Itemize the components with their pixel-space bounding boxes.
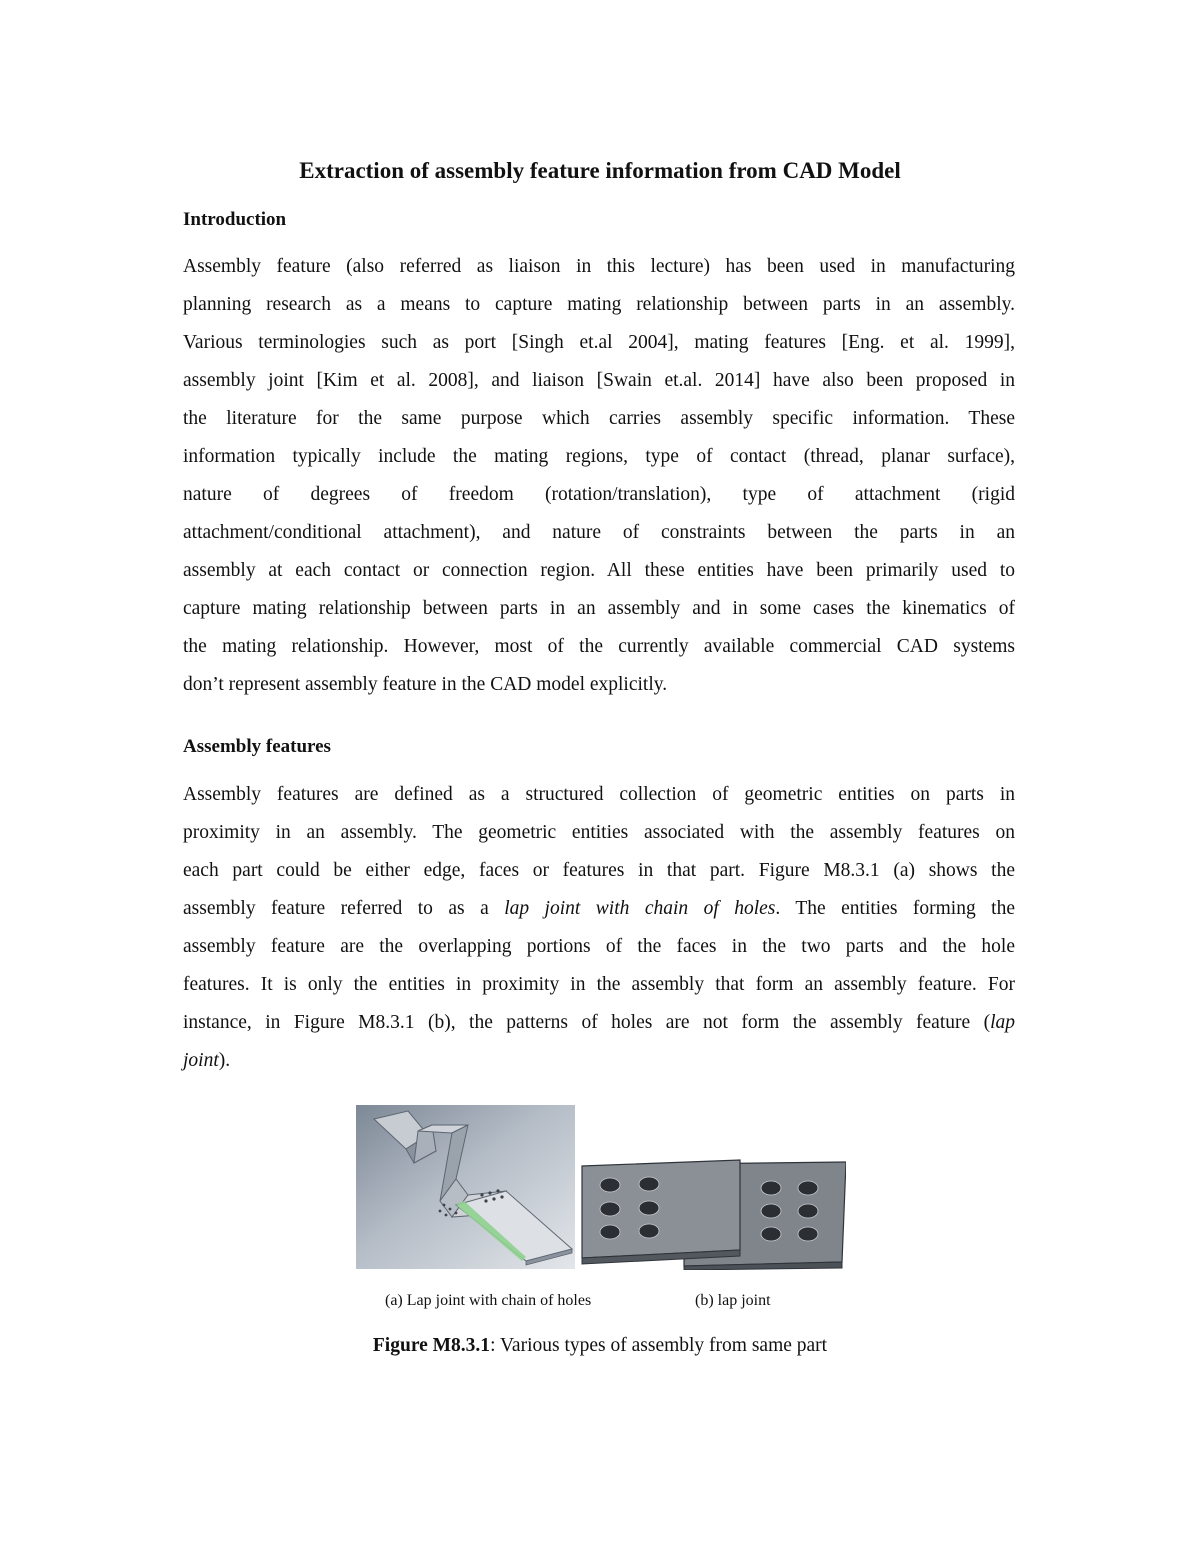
paragraph-line: Various terminologies such as port [Singh et.al 2004], mating features [Eng. et al. 1999], [183, 332, 1015, 353]
paragraph-line: don’t represent assembly feature in the CAD model explicitly. [183, 674, 668, 695]
paragraph-line: information typically include the mating regions, type of contact (thread, planar surface), [183, 446, 1015, 467]
paragraph-line: attachment/conditional attachment), and nature of constraints between the parts in an [183, 522, 1015, 543]
page-title: Extraction of assembly feature information from CAD Model [299, 158, 901, 183]
paragraph-line: capture mating relationship between parts in an assembly and in some cases the kinematics of [183, 598, 1015, 619]
paragraph-line: assembly joint [Kim et al. 2008], and liaison [Swain et.al. 2014] have also been proposed in [183, 370, 1015, 391]
paragraph-line: the literature for the same purpose which carries assembly specific information. These [183, 408, 1015, 429]
emphasized-term: lap [990, 1012, 1015, 1033]
subfigure-caption-b: (b) lap joint [695, 1292, 771, 1309]
paragraph-line [183, 890, 1015, 928]
paragraph-line: assembly at each contact or connection region. All these entities have been primarily used to [183, 560, 1015, 581]
lap-joint-image [580, 1158, 846, 1270]
emphasized-term: joint [183, 1050, 219, 1071]
paragraph-line: assembly feature are the overlapping portions of the faces in the two parts and the hole [183, 936, 1015, 957]
figure-caption [0, 1333, 1200, 1359]
introduction-paragraph [183, 248, 1015, 704]
paragraph-line: Assembly feature (also referred as liaison in this lecture) has been used in manufacturing [183, 256, 1015, 277]
paragraph-line: nature of degrees of freedom (rotation/translation), type of attachment (rigid [183, 484, 1015, 505]
assembly-features-paragraph [183, 776, 1015, 1080]
text-run: instance, in Figure M8.3.1 (b), the patterns of holes are not form the assembly feature ( [183, 1012, 991, 1033]
paragraph-line: each part could be either edge, faces or features in that part. Figure M8.3.1 (a) shows the [183, 860, 1015, 881]
section-heading-introduction: Introduction [183, 209, 287, 230]
text-run: ). [218, 1050, 231, 1071]
paragraph-line: the mating relationship. However, most of the currently available commercial CAD systems [183, 636, 1015, 657]
lap-joint-with-chain-of-holes-image [356, 1105, 575, 1269]
text-run: . The entities forming the [775, 898, 1015, 919]
section-heading-assembly-features: Assembly features [183, 736, 331, 757]
emphasized-term: lap joint with chain of holes [504, 898, 776, 919]
paragraph-line [183, 1004, 1015, 1042]
subfigure-caption-a: (a) Lap joint with chain of holes [385, 1292, 592, 1309]
paragraph-line: Assembly features are defined as a structured collection of geometric entities on parts in [183, 784, 1015, 805]
paragraph-line [183, 1042, 1015, 1080]
figure-label: Figure M8.3.1 [372, 1335, 491, 1356]
paragraph-line: proximity in an assembly. The geometric entities associated with the assembly features on [183, 822, 1015, 843]
paragraph-line: features. It is only the entities in proximity in the assembly that form an assembly feature. For [183, 974, 1015, 995]
figure-caption-text: : Various types of assembly from same part [490, 1335, 828, 1356]
text-run: assembly feature referred to as a [183, 898, 505, 919]
paragraph-line: planning research as a means to capture mating relationship between parts in an assembly. [183, 294, 1015, 315]
